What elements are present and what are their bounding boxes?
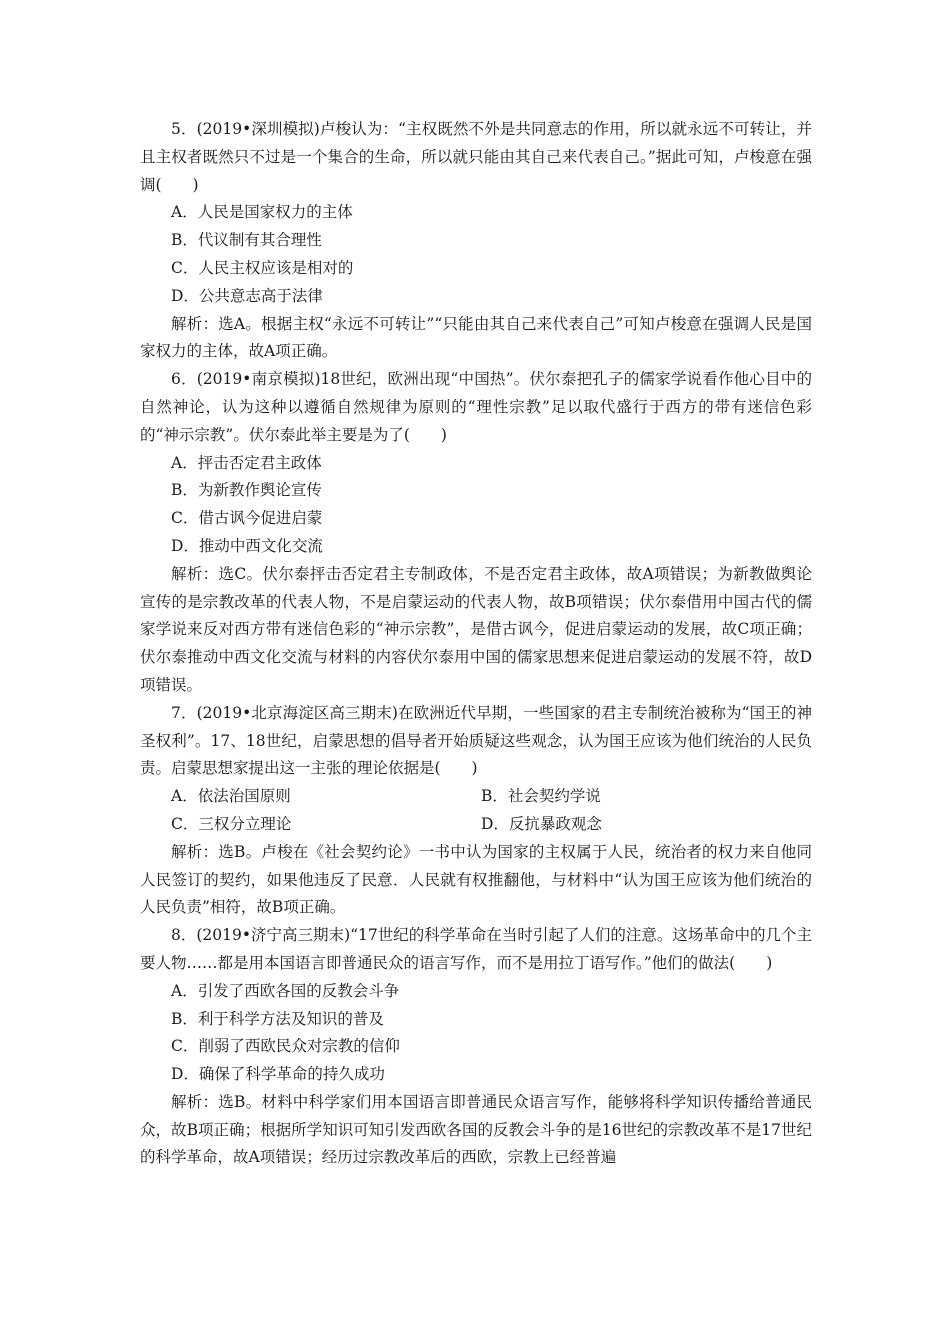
question-7-option-c: C．三权分立理论 xyxy=(171,814,292,833)
question-8-option-a: A．引发了西欧各国的反教会斗争 xyxy=(171,981,400,1000)
question-7-option-a: A．依法治国原则 xyxy=(171,787,291,806)
question-6-option-b: B．为新教作舆论宣传 xyxy=(171,481,322,500)
question-6-option-d: D．推动中西文化交流 xyxy=(171,536,323,555)
document-body xyxy=(140,116,812,1172)
question-8-option-b: B．利于科学方法及知识的普及 xyxy=(171,1009,384,1028)
question-6-analysis: 解析：选C。伏尔泰抨击否定君主专制政体，不是否定君主政体，故A项错误；为新教做舆论宣传的是宗教改革的代表人物，不是启蒙运动的代表人物，故B项错误；伏尔泰借用中国古代的儒家学说来反对西方带有迷信色彩的“神示宗教”，是借古讽今，促进启蒙运动的发展，故C项正确；伏尔泰推动中西文化交流与材料的内容伏尔泰用中国的儒家思想来促进启蒙运动的发展不符，故D项错误。 xyxy=(140,564,812,694)
question-7-option-b: B．社会契约学说 xyxy=(481,787,601,806)
question-5-stem: 5．(2019•深圳模拟)卢梭认为：“主权既然不外是共同意志的作用，所以就永远不可转让，并且主权者既然只不过是一个集合的生命，所以就只能由其自己来代表自己。”据此可知，卢梭意在强调( ) xyxy=(140,120,812,194)
question-8-stem: 8．(2019•济宁高三期末)“17世纪的科学革命在当时引起了人们的注意。这场革命中的几个主要人物……都是用本国语言即普通民众的语言写作，而不是用拉丁语写作。”他们的做法( ) xyxy=(140,926,812,972)
question-7-stem: 7．(2019•北京海淀区高三期末)在欧洲近代早期，一些国家的君主专制统治被称为“国王的神圣权利”。17、18世纪，启蒙思想的倡导者开始质疑这些观念，认为国王应该为他们统治的人民负责。启蒙思想家提出这一主张的理论依据是( ) xyxy=(140,703,812,778)
question-7-option-d: D．反抗暴政观念 xyxy=(481,814,602,833)
question-8-analysis: 解析：选B。材料中科学家们用本国语言即普通民众语言写作，能够将科学知识传播给普通民众，故B项正确；根据所学知识可知引发西欧各国的反教会斗争的是16世纪的宗教改革不是17世纪的科学革命，故A项错误；经历过宗教改革后的西欧，宗教上已经普遍 xyxy=(140,1092,812,1167)
question-8-option-c: C．削弱了西欧民众对宗教的信仰 xyxy=(171,1037,400,1056)
question-5-analysis: 解析：选A。根据主权“永远不可转让”“只能由其自己来代表自己”可知卢梭意在强调人民是国家权力的主体，故A项正确。 xyxy=(140,314,812,361)
question-7-options-row-2 xyxy=(140,811,812,839)
question-8-option-d: D．确保了科学革命的持久成功 xyxy=(171,1065,385,1084)
question-7-analysis: 解析：选B。卢梭在《社会契约论》一书中认为国家的主权属于人民，统治者的权力来自他同人民签订的契约，如果他违反了民意．人民就有权推翻他，与材料中“认为国王应该为他们统治的人民负责”相符，故B项正确。 xyxy=(140,842,812,917)
question-7-options-row-1 xyxy=(140,783,812,811)
question-5-option-c: C．人民主权应该是相对的 xyxy=(171,258,354,277)
question-6-option-a: A．抨击否定君主政体 xyxy=(171,453,322,472)
question-5-option-a: A．人民是国家权力的主体 xyxy=(171,203,353,222)
question-6-option-c: C．借古讽今促进启蒙 xyxy=(171,509,323,528)
question-5-option-d: D．公共意志高于法律 xyxy=(171,286,323,305)
question-5-option-b: B．代议制有其合理性 xyxy=(171,231,322,250)
question-6-stem: 6．(2019•南京模拟)18世纪，欧洲出现“中国热”。伏尔泰把孔子的儒家学说看作他心目中的自然神论，认为这种以遵循自然规律为原则的“理性宗教”足以取代盛行于西方的带有迷信色彩的“神示宗教”。伏尔泰此举主要是为了( ) xyxy=(140,370,812,444)
